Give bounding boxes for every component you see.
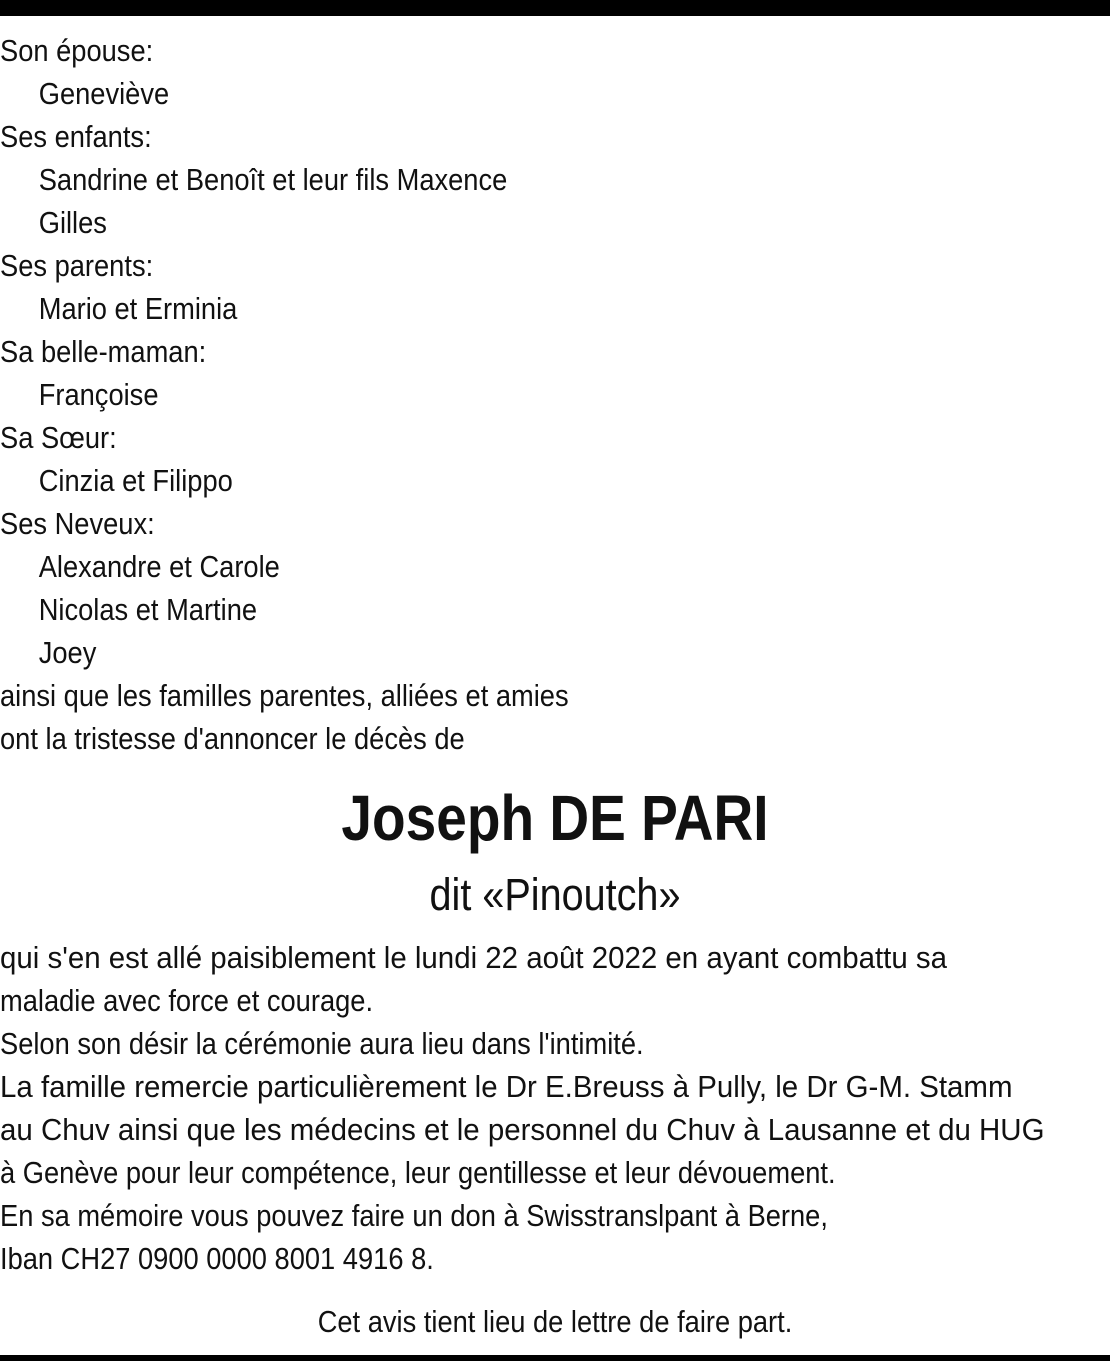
family-line: Sa belle-maman: <box>0 334 207 369</box>
body-line: maladie avec force et courage. <box>0 983 374 1018</box>
body-line: qui s'en est allé paisiblement le lundi 22 août 2022 en ayant combattu sa <box>0 940 948 975</box>
family-line: Sandrine et Benoît et leur fils Maxence <box>38 162 508 197</box>
family-line: Ses parents: <box>0 248 154 283</box>
bottom-border-rule <box>0 1355 1110 1361</box>
deceased-name: Joseph DE PARI <box>341 782 769 854</box>
family-line: Geneviève <box>38 76 170 111</box>
top-border-rule <box>0 0 1110 16</box>
family-line: Ses enfants: <box>0 119 152 154</box>
family-line: Nicolas et Martine <box>38 592 258 627</box>
family-line: Gilles <box>38 205 107 240</box>
family-line: Françoise <box>38 377 159 412</box>
body-line: En sa mémoire vous pouvez faire un don à Swisstranslpant à Berne, <box>0 1198 828 1233</box>
family-line: Ses Neveux: <box>0 506 155 541</box>
body-line: à Genève pour leur compétence, leur gentillesse et leur dévouement. <box>0 1155 836 1190</box>
family-line: Mario et Erminia <box>38 291 238 326</box>
family-line: Cinzia et Filippo <box>38 463 233 498</box>
body-line: au Chuv ainsi que les médecins et le personnel du Chuv à Lausanne et du HUG <box>0 1112 1045 1147</box>
family-line: Alexandre et Carole <box>38 549 280 584</box>
family-list <box>0 29 1110 760</box>
body-line: Iban CH27 0900 0000 8001 4916 8. <box>0 1241 434 1276</box>
family-line: Sa Sœur: <box>0 420 117 455</box>
family-line: ont la tristesse d'annoncer le décès de <box>0 721 465 756</box>
family-line: Joey <box>38 635 97 670</box>
deceased-nickname: dit «Pinoutch» <box>429 869 681 920</box>
family-line: ainsi que les familles parentes, alliées et amies <box>0 678 569 713</box>
announcement-body <box>0 936 1110 1280</box>
closing-note: Cet avis tient lieu de lettre de faire part. <box>317 1304 793 1339</box>
family-line: Son épouse: <box>0 33 154 68</box>
body-line: La famille remercie particulièrement le Dr E.Breuss à Pully, le Dr G-M. Stamm <box>0 1069 1013 1104</box>
body-line: Selon son désir la cérémonie aura lieu dans l'intimité. <box>0 1026 644 1061</box>
